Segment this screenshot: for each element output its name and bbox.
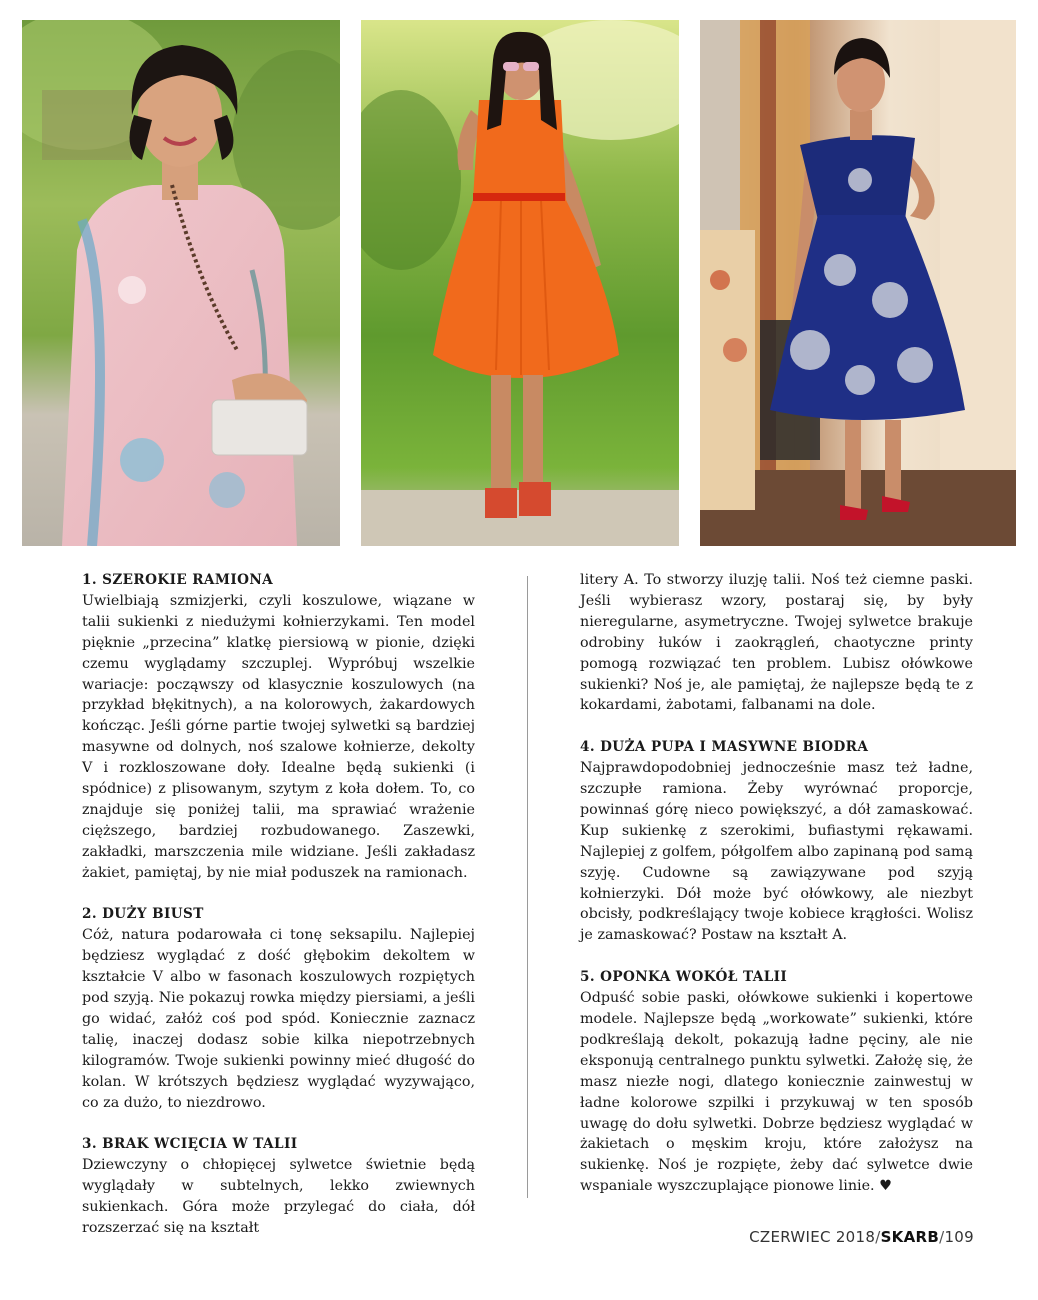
- section-title: 4. DUŻA PUPA I MASYWNE BIODRA: [580, 739, 869, 756]
- column-divider: [527, 576, 528, 1198]
- section-title: 5. OPONKA WOKÓŁ TALII: [580, 969, 788, 986]
- section-body: Uwielbiają szmizjerki, czyli koszulowe, wiązane w talii sukienki z niedużymi kołnierzykami. Ten model pięknie „przecina” klatkę piersiową w pionie, dzięki czemu wyglądamy szczuplej. Wypróbuj wszelkie wariacje: począwszy od klasycznie koszulowych (na przykład błękitnych), a na kolorowych, żakardowych kończąc. Jeśli górne partie twojej sylwetki są bardziej masywne od dolnych, noś szalowe kołnierze, dekolty V i rozkloszowane doły. Idealne będą sukienki (i spódnice) z plisowanym, szytym z koła dołem. To, co znajduje się poniżej talii, ma sprawiać wrażenie cięższego, bardziej rozbudowanego. Zaszewki, zakładki, marszczenia mile widziane. Jeśli zakładasz żakiet, pamiętaj, by nie miał poduszek na ramionach.: [82, 592, 475, 881]
- footer-separator: /: [939, 1228, 945, 1246]
- photo-pink-dress: [22, 20, 340, 546]
- section-title: 3. BRAK WCIĘCIA W TALII: [82, 1136, 298, 1153]
- section-3: [82, 1134, 475, 1239]
- footer-separator: /: [875, 1228, 881, 1246]
- section-body: Dziewczyny o chłopięcej sylwetce świetnie będą wyglądały w subtelnych, lekko zwiewnych sukienkach. Góra może przylegać do ciała, dół rozszerzać się na kształt: [82, 1157, 475, 1237]
- section-5: [580, 967, 973, 1197]
- magazine-name: SKARB: [880, 1228, 940, 1246]
- section-body: litery A. To stworzy iluzję talii. Noś też ciemne paski. Jeśli wybierasz wzory, postaraj się, by były nieregularne, asymetryczne. Twojej sylwetce brakuje odrobiny łuków i zaokrągleń, chaotyczne printy pomogą rozwiązać ten problem. Lubisz ołówkowe sukienki? Noś je, ale pamiętaj, że najlepsze będą te z kokardami, żabotami, falbanami na dole.: [580, 572, 973, 714]
- photo-blue-floral-dress: [700, 20, 1016, 546]
- page-number: 109: [944, 1228, 974, 1246]
- section-2: [82, 904, 475, 1113]
- section-1: [82, 570, 475, 884]
- article-column-left: [82, 570, 475, 1260]
- section-body: Cóż, natura podarowała ci tonę seksapilu. Najlepiej będziesz wyglądać z dość głębokim dekoltem w kształcie V albo w fasonach koszulowych rozpiętych pod szyją. Nie pokazuj rowka między piersiami, a jeśli go widać, załóż coś pod spód. Koniecznie zaznacz talię, inaczej dodasz sobie kilka niepotrzebnych kilogramów. Twoje sukienki powinny mieć długość do kolan. W krótszych będziesz wyglądać wyzywająco, co za dużo, to niezdrowo.: [82, 927, 475, 1111]
- section-body: Odpuść sobie paski, ołówkowe sukienki i kopertowe modele. Najlepsze będą „workowate” sukienki, które podkreślają dekolt, pokazują ładne pęciny, ale nie eksponują centralnego punktu sylwetki. Założę się, że masz niezłe nogi, dlatego koniecznie zainwestuj w ładne kolorowe szpilki i przykuwaj w ten sposób uwagę do dołu sylwetki. Dobrze będziesz wyglądać w żakietach o męskim kroju, które założysz na sukienkę. Noś je rozpięte, żeby dać sylwetce dwie wspaniale wyszczuplające pionowe linie. ♥: [580, 990, 973, 1195]
- section-body: Najprawdopodobniej jednocześnie masz też ładne, szczupłe ramiona. Żeby wyrównać proporcje, powinnaś górę nieco powiększyć, a dół zamaskować. Kup sukienkę z szerokimi, bufiastymi rękawami. Najlepiej z golfem, półgolfem albo zapinaną pod samą szyję. Cudowne są zawiązywane pod szyją kołnierzyki. Dół może być ołówkowy, ale niezbyt obcisły, podkreślający twoje kobiece krągłości. Wolisz je zamaskować? Postaw na kształt A.: [580, 760, 973, 944]
- issue-date: CZERWIEC 2018: [749, 1228, 876, 1246]
- section-title: 1. SZEROKIE RAMIONA: [82, 572, 274, 588]
- photo-orange-dress: [361, 20, 679, 546]
- article-column-right: [580, 570, 973, 1218]
- page-footer: [749, 1228, 974, 1246]
- section-3-continued: [580, 570, 973, 716]
- section-4: [580, 737, 973, 946]
- section-title: 2. DUŻY BIUST: [82, 906, 204, 923]
